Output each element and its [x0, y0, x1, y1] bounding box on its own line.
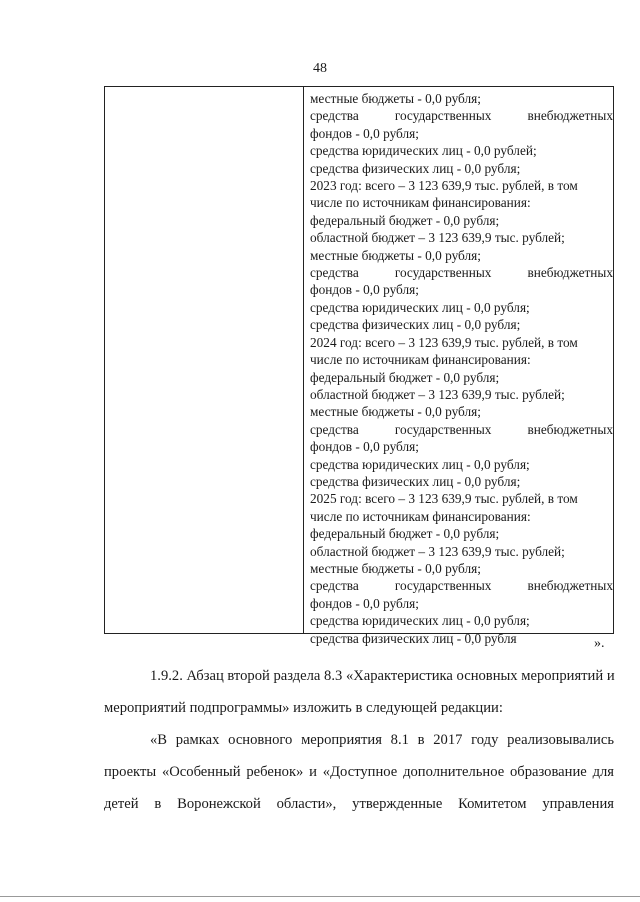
table-cell-line: местные бюджеты - 0,0 рубля; — [310, 91, 481, 106]
table-cell-line: средства физических лиц - 0,0 рубля; — [310, 160, 521, 176]
table-cell-line: средства юридических лиц - 0,0 рубля; — [310, 299, 530, 315]
table-cell-line: числе по источникам финансирования: — [310, 508, 531, 524]
table-column-divider — [303, 87, 304, 633]
table-cell-line: средства государственных внебюджетных — [310, 421, 613, 437]
table-cell-line: средства юридических лиц - 0,0 рубля; — [310, 613, 530, 629]
paragraph-line: проекты «Особенный ребенок» и «Доступное дополнительное образование для — [104, 764, 614, 780]
table-cell-line: федеральный бюджет - 0,0 рубля; — [310, 369, 500, 385]
table-cell-line: местные бюджеты - 0,0 рубля; — [310, 247, 481, 263]
paragraph-line: «В рамках основного мероприятия 8.1 в 2017 году реализовывались — [150, 732, 614, 748]
financing-table — [104, 86, 614, 646]
page-bottom-rule — [0, 896, 640, 897]
table-cell-line: средства государственных внебюджетных — [310, 108, 613, 124]
paragraph-amendment — [104, 660, 614, 724]
page-number: 48 — [313, 61, 327, 76]
table-cell-line: 2024 год: всего – 3 123 639,9 тыс. рублей, в том — [310, 334, 578, 350]
table-cell-line: областной бюджет – 3 123 639,9 тыс. рублей; — [310, 230, 565, 246]
table-cell-line: средства государственных внебюджетных — [310, 578, 613, 594]
table-cell-line: фондов - 0,0 рубля; — [310, 595, 419, 611]
table-cell-line: федеральный бюджет - 0,0 рубля; — [310, 526, 500, 542]
table-cell-line: средства физических лиц - 0,0 рубля; — [310, 317, 521, 333]
table-cell-line: местные бюджеты - 0,0 рубля; — [310, 404, 481, 420]
table-cell-line: средства физических лиц - 0,0 рубля; — [310, 473, 521, 489]
table-cell-line: фондов - 0,0 рубля; — [310, 125, 419, 141]
table-cell-line: 2023 год: всего – 3 123 639,9 тыс. рублей, в том — [310, 178, 578, 194]
table-cell-line: средства юридических лиц - 0,0 рубля; — [310, 456, 530, 472]
table-cell-line: числе по источникам финансирования: — [310, 352, 531, 368]
financing-cell-text — [310, 90, 613, 647]
table-cell-line: областной бюджет – 3 123 639,9 тыс. рублей; — [310, 543, 565, 559]
paragraph-quoted-text — [104, 724, 614, 820]
table-cell-line: 2025 год: всего – 3 123 639,9 тыс. рублей, в том — [310, 491, 578, 507]
paragraph-line: 1.9.2. Абзац второй раздела 8.3 «Характеристика основных мероприятий и — [150, 668, 615, 684]
paragraph-line: мероприятий подпрограммы» изложить в следующей редакции: — [104, 700, 503, 716]
table-cell-line: средства юридических лиц - 0,0 рублей; — [310, 143, 537, 159]
table-cell-line: областной бюджет – 3 123 639,9 тыс. рублей; — [310, 386, 565, 402]
table-cell-line: фондов - 0,0 рубля; — [310, 282, 419, 298]
table-cell-line: числе по источникам финансирования: — [310, 195, 531, 211]
table-cell-line: фондов - 0,0 рубля; — [310, 439, 419, 455]
quote-end-mark: ». — [594, 636, 605, 651]
table-cell-line: местные бюджеты - 0,0 рубля; — [310, 560, 481, 576]
table-cell-line: средства государственных внебюджетных — [310, 265, 613, 281]
table-cell-line: средства физических лиц - 0,0 рубля — [310, 630, 517, 646]
table-cell-line: федеральный бюджет - 0,0 рубля; — [310, 212, 500, 228]
paragraph-line: детей в Воронежской области», утвержденные Комитетом управления — [104, 796, 614, 812]
